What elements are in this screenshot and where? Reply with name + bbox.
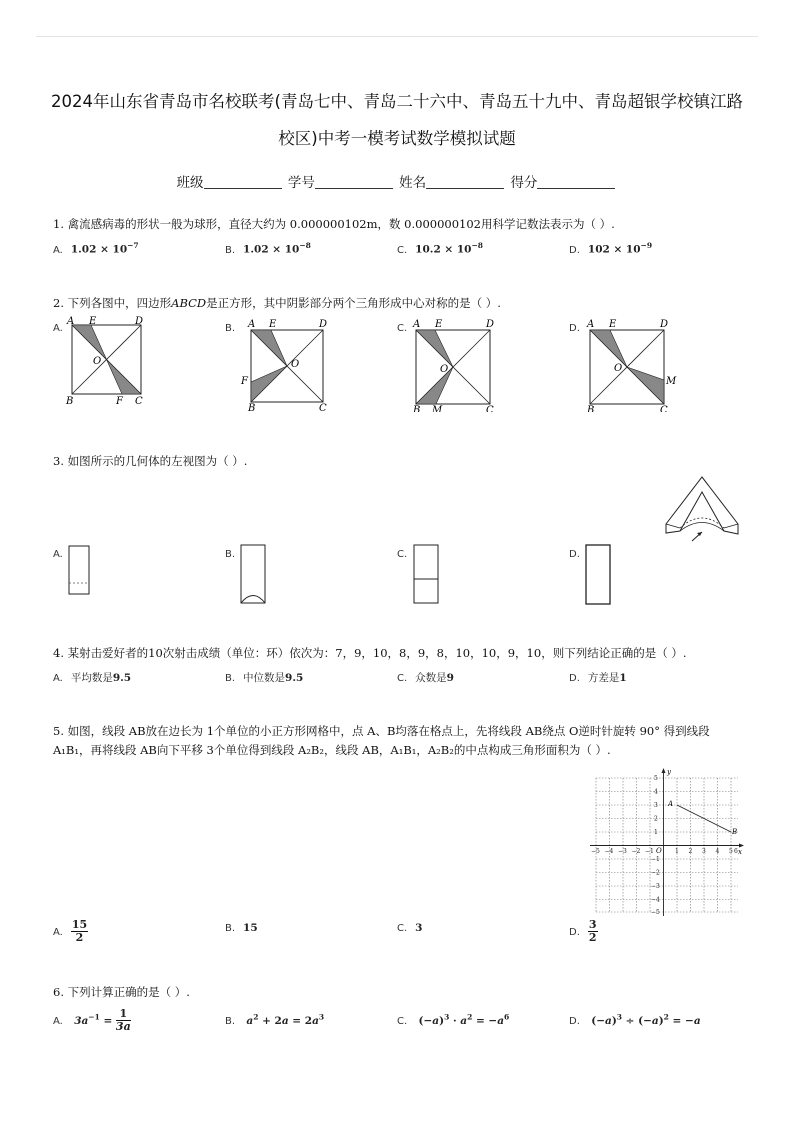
q2b-label-e: E (269, 319, 277, 330)
q2c-label-m: M (432, 405, 443, 412)
q1-stem: 1. 禽流感病毒的形状一般为球形，直径大约为 0.000000102m，数 0.000000102用科学记数法表示为（ ）. (53, 217, 615, 231)
q2c-label-b: B (413, 405, 421, 412)
q5-x-tick: 5 (729, 848, 733, 855)
q5-x-tick: 6 (734, 848, 738, 855)
q2b-label-o: O (291, 359, 300, 370)
q5-y-tick: −1 (651, 856, 660, 863)
q2a-label-a: A (67, 316, 75, 327)
q5-x-tick: −1 (645, 848, 654, 855)
q6-option-d[interactable]: D. $(-a)^3 \div (-a)^2 = -a$ (569, 1012, 701, 1027)
q5-x-tick: −5 (591, 848, 600, 855)
field-class-blank[interactable] (204, 175, 282, 189)
q3-stem: 3. 如图所示的几何体的左视图为（ ）. (53, 454, 248, 468)
q6-stem: 6. 下列计算正确的是（ ）. (53, 985, 190, 999)
q2-option-a[interactable]: A. (53, 323, 63, 334)
q2d-label-o: O (614, 363, 623, 374)
q2c-label-d: D (486, 319, 495, 330)
field-score-label: 得分 (510, 175, 538, 191)
q3-option-c[interactable]: C. (397, 549, 408, 560)
q5-y-tick: 2 (654, 815, 658, 823)
q5-y-tick: 4 (654, 788, 658, 796)
q2c-label-a: A (413, 319, 421, 330)
q5-y-tick: −3 (651, 883, 660, 890)
field-class-label: 班级 (176, 175, 204, 191)
q3-option-b[interactable]: B. (225, 549, 236, 560)
q5-x-tick: 4 (715, 848, 720, 855)
q3-figure-a (67, 545, 93, 597)
q5-option-d[interactable]: D. $\frac{3}{2}$ (569, 918, 597, 944)
q1-option-c[interactable]: C. $10.2 \times 10^{-8}$ (397, 241, 483, 256)
q5-point-a-label: A (668, 800, 674, 808)
q5-origin-label: O (656, 847, 662, 855)
q5-option-c[interactable]: C. 3 (397, 922, 423, 934)
q2a-label-e: E (89, 316, 97, 327)
q5-point-b-label: B (732, 828, 738, 836)
q3-figure-d (584, 544, 614, 606)
q2a-label-c: C (135, 396, 143, 407)
q5-y-tick: −5 (651, 909, 660, 916)
q3-option-a[interactable]: A. (53, 549, 63, 560)
q5-x-tick: 2 (688, 848, 693, 855)
q2-figure-c (408, 316, 498, 412)
q2d-label-a: A (587, 319, 595, 330)
q5-y-axis-label: y (667, 768, 671, 776)
q5-y-tick: 5 (654, 775, 658, 782)
q5-x-tick: 3 (702, 848, 706, 855)
q2-option-c[interactable]: C. (397, 323, 408, 334)
q5-y-tick: −4 (651, 896, 660, 904)
q1-option-b[interactable]: B. $1.02 \times 10^{-8}$ (225, 241, 311, 256)
q2d-label-c: C (660, 405, 668, 412)
top-rule (36, 36, 758, 37)
q2-figure-d (582, 316, 684, 412)
q4-option-b[interactable]: B. 中位数是9.5 (225, 672, 304, 684)
q4-option-c[interactable]: C. 众数是9 (397, 672, 454, 684)
q5-x-axis-label: x (738, 848, 742, 856)
q3-figure-c (412, 544, 442, 606)
q2d-label-m: M (666, 376, 677, 387)
q5-option-b[interactable]: B. 15 (225, 922, 258, 934)
q5-x-tick: −2 (631, 848, 641, 855)
q2-figure-b (240, 316, 332, 412)
q5-x-tick: 1 (675, 848, 679, 855)
q2d-label-d: D (660, 319, 669, 330)
student-info-row (0, 171, 794, 191)
q2c-label-e: E (435, 319, 443, 330)
q2b-label-a: A (248, 319, 256, 330)
q6-option-b[interactable]: B. $a^2 + 2a = 2a^3$ (225, 1012, 325, 1027)
exam-title-line2: 校区)中考一模考试数学模拟试题 (278, 129, 516, 148)
q5-y-tick: −2 (651, 869, 660, 877)
q5-x-tick: −3 (618, 848, 627, 855)
q2a-label-f: F (116, 396, 123, 407)
field-name-label: 姓名 (399, 175, 427, 191)
q1-option-d[interactable]: D. $102 \times 10^{-9}$ (569, 241, 653, 256)
q2b-label-d: D (319, 319, 328, 330)
q2c-label-o: O (440, 364, 449, 375)
q3-option-d[interactable]: D. (569, 549, 580, 560)
q2b-label-f: F (241, 376, 248, 387)
q5-y-tick: 1 (654, 829, 658, 836)
q2-option-b[interactable]: B. (225, 323, 236, 334)
q2a-label-d: D (135, 316, 144, 327)
field-id-label: 学号 (287, 175, 315, 191)
q2d-label-e: E (609, 319, 617, 330)
q3-figure-b (239, 544, 269, 606)
q2a-label-o: O (93, 356, 102, 367)
q5-stem-line2: A₁B₁，再将线段 AB向下平移 3个单位得到线段 A₂B₂，线段 AB，A₁B₁，A₂B₂的中点构成三角形面积为（ ）. (53, 743, 611, 757)
q5-x-tick: −4 (604, 848, 614, 855)
field-id-blank[interactable] (315, 175, 393, 189)
q4-option-a[interactable]: A. 平均数是9.5 (53, 672, 132, 684)
q4-stem: 4. 某射击爱好者的10次射击成绩（单位：环）依次为：7，9，10，8，9，8，10，10，9，10，则下列结论正确的是（ ）. (53, 646, 687, 660)
q6-option-c[interactable]: C. $(-a)^3 \cdot a^2 = -a^6$ (397, 1012, 510, 1027)
q2b-label-c: C (319, 403, 327, 412)
q2a-label-b: B (66, 396, 74, 407)
field-name-blank[interactable] (426, 175, 504, 189)
q4-option-d[interactable]: D. 方差是1 (569, 672, 627, 684)
q5-y-tick: 3 (654, 802, 658, 809)
q1-option-a[interactable]: A. $1.02 \times 10^{-7}$ (53, 241, 139, 256)
exam-title-line1: 2024年山东省青岛市名校联考(青岛七中、青岛二十六中、青岛五十九中、青岛超银学校镇江路 (51, 92, 743, 111)
q2-stem: 2. 下列各图中，四边形ABCD是正方形，其中阴影部分两个三角形成中心对称的是（ ）. (53, 296, 501, 310)
q5-coordinate-grid (588, 766, 746, 922)
q2b-label-b: B (248, 403, 256, 412)
q2c-label-c: C (486, 405, 494, 412)
q2d-label-b: B (587, 405, 595, 412)
q6-option-a[interactable]: A. $3a^{-1}$ = $\frac{1}{3a}$ (53, 1007, 131, 1033)
q2-figure-a (64, 316, 150, 408)
field-score-blank[interactable] (537, 175, 615, 189)
q3-solid-figure (662, 474, 748, 546)
q5-option-a[interactable]: A. $\frac{15}{2}$ (53, 918, 88, 944)
q2-option-d[interactable]: D. (569, 323, 580, 334)
q5-stem-line1: 5. 如图，线段 AB放在边长为 1个单位的小正方形网格中，点 A、B均落在格点上，先将线段 AB绕点 O逆时针旋转 90° 得到线段 (53, 724, 710, 738)
